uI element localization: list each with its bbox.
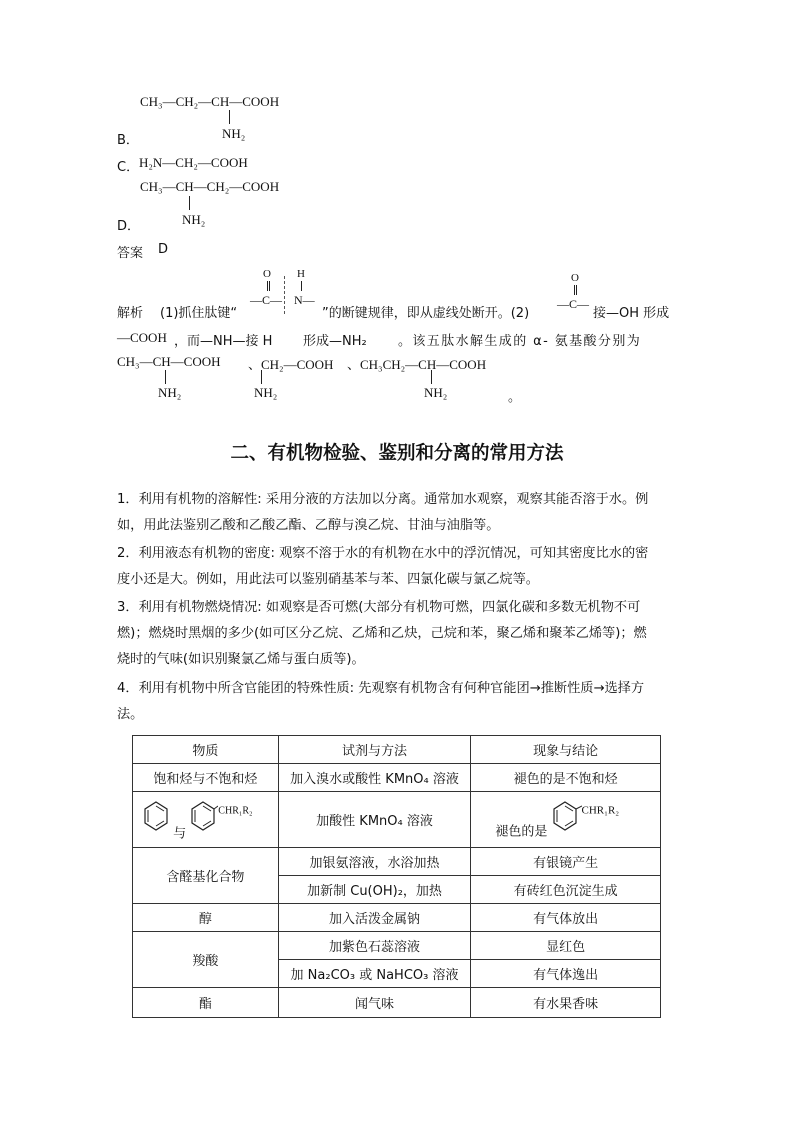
option-d-nh2: NH₂: [182, 212, 206, 227]
detection-methods-table: [132, 735, 661, 1018]
amino-acid-2-nh2: NH₂: [254, 385, 278, 400]
table-row: [133, 848, 661, 876]
table-cell: [471, 792, 661, 848]
cooh-group: —COOH: [117, 330, 167, 345]
carbonyl-oxygen: O: [571, 272, 579, 284]
substituent-text: CHR₁R₂: [581, 804, 620, 816]
table-cell: 羧酸: [133, 932, 279, 988]
answer-label: 答案: [117, 246, 144, 261]
table-row: [133, 904, 661, 932]
peptide-nitrogen: N—: [294, 293, 315, 307]
table-cell: 有水果香味: [471, 988, 661, 1018]
analysis-label: 解析: [117, 306, 144, 321]
table-cell: 有砖红色沉淀生成: [471, 876, 661, 904]
table-cell: 酯: [133, 988, 279, 1018]
bond-line: [301, 281, 302, 291]
amino-acid-2: 、CH₂—COOH: [248, 357, 334, 372]
table-cell: 加紫色石蕊溶液: [278, 932, 471, 960]
option-c-label: C．: [117, 160, 140, 175]
table-cell: 有气体放出: [471, 904, 661, 932]
amino-acid-1-nh2: NH₂: [158, 385, 182, 400]
analysis-end: 。: [508, 390, 522, 405]
paragraph-line: 2．利用液态有机物的密度: 观察不溶于水的有机物在水中的浮沉情况，可知其密度比水的密: [117, 546, 649, 561]
substituent-text: CHR₁R₂: [218, 805, 253, 816]
paragraph-line: 烧时的气味(如识别聚氯乙烯与蛋白质等)。: [117, 652, 365, 667]
amino-acid-3-nh2: NH₂: [424, 385, 448, 400]
analysis-part2-end: 接—OH 形成: [593, 306, 670, 321]
double-bond: [574, 285, 577, 295]
benzene-ring-icon: [552, 798, 582, 842]
paragraph-line: 3．利用有机物燃烧情况: 如观察是否可燃(大部分有机物可燃，四氯化碳和多数无机物不可: [117, 600, 641, 615]
table-cell: 加酸性 KMnO₄ 溶液: [278, 792, 471, 848]
option-b-nh2: NH₂: [222, 126, 246, 141]
table-cell: 加新制 Cu(OH)₂，加热: [278, 876, 471, 904]
option-c-formula: H₂N—CH₂—COOH: [139, 155, 248, 170]
table-header: 试剂与方法: [278, 736, 471, 764]
paragraph-line: 度小还是大。例如，用此法可以鉴别硝基苯与苯、四氯化碳与氯乙烷等。: [117, 572, 539, 587]
table-cell: 加入活泼金属钠: [278, 904, 471, 932]
carbonyl-carbon: —C—: [557, 297, 590, 311]
analysis-part1-end: ”的断键规律，即从虚线处断开。(2): [322, 306, 530, 321]
bond-line: [229, 110, 230, 124]
paragraph-3: [117, 595, 662, 673]
table-row: [133, 988, 661, 1018]
analysis-line2b: ，而—NH—接 H: [174, 334, 273, 349]
table-cell: 有银镜产生: [471, 848, 661, 876]
paragraph-line: 1．利用有机物的溶解性: 采用分液的方法加以分离。通常加水观察，观察其能否溶于水。例: [117, 492, 649, 507]
section-title: 二、有机物检验、鉴别和分离的常用方法: [230, 443, 564, 464]
amino-acid-3: 、CH₃CH₂—CH—COOH: [347, 357, 487, 372]
analysis-line2c: 形成—NH₂: [303, 334, 367, 349]
amino-acid-1: CH₃—CH—COOH: [117, 354, 221, 369]
table-cell: 饱和烃与不饱和烃: [133, 764, 279, 792]
paragraph-line: 4．利用有机物中所含官能团的特殊性质: 先观察有机物含有何种官能团→推断性质→选择方: [117, 681, 645, 696]
paragraph-4: [117, 676, 662, 728]
table-cell: 加入溴水或酸性 KMnO₄ 溶液: [278, 764, 471, 792]
analysis-part1: (1)抓住肽键“: [160, 306, 238, 321]
option-d-label: D．: [117, 219, 141, 234]
bond-line: [431, 370, 432, 384]
table-cell: 含醛基化合物: [133, 848, 279, 904]
carbonyl-oxygen: O: [263, 268, 271, 280]
option-b-formula: CH₃—CH₂—CH—COOH: [140, 94, 280, 109]
bond-line: [189, 196, 190, 210]
bond-line: [165, 370, 166, 384]
table-cell: 加银氨溶液，水浴加热: [278, 848, 471, 876]
table-cell: 褪色的是不饱和烃: [471, 764, 661, 792]
result-text: 褪色的是: [495, 824, 548, 839]
paragraph-line: 燃)；燃烧时黑烟的多少(如可区分乙烷、乙烯和乙炔，己烷和苯，聚乙烯和聚苯乙烯等)；燃: [117, 626, 647, 641]
amide-hydrogen: H: [297, 268, 305, 280]
table-cell: 加 Na₂CO₃ 或 NaHCO₃ 溶液: [278, 960, 471, 988]
table-header-row: [133, 736, 661, 764]
table-row: [133, 764, 661, 792]
option-d-formula: CH₃—CH—CH₂—COOH: [140, 179, 280, 194]
table-cell: 闻气味: [278, 988, 471, 1018]
table-row: [133, 792, 661, 848]
benzene-ring-icon: [143, 798, 169, 842]
table-cell: 醇: [133, 904, 279, 932]
table-cell: 有气体逸出: [471, 960, 661, 988]
analysis-line2d: 。该五肽水解生成的 α- 氨基酸分别为: [398, 334, 642, 349]
table-cell: [133, 792, 279, 848]
table-header: 现象与结论: [471, 736, 661, 764]
and-text: 与: [173, 826, 187, 841]
bond-line: [261, 370, 262, 384]
paragraph-1: [117, 487, 662, 539]
table-cell: 显红色: [471, 932, 661, 960]
peptide-carbon: —C—: [250, 293, 283, 307]
table-row: [133, 932, 661, 960]
benzene-ring-icon: [190, 798, 218, 842]
table-header: 物质: [133, 736, 279, 764]
paragraph-line: 如，用此法鉴别乙酸和乙酸乙酯、乙醇与溴乙烷、甘油与油脂等。: [117, 518, 500, 533]
option-b-label: B．: [117, 133, 139, 148]
answer-value: D: [158, 242, 169, 257]
double-bond: [267, 281, 270, 291]
paragraph-line: 法。: [117, 707, 144, 722]
paragraph-2: [117, 541, 662, 593]
break-dashed-line: [284, 276, 285, 314]
